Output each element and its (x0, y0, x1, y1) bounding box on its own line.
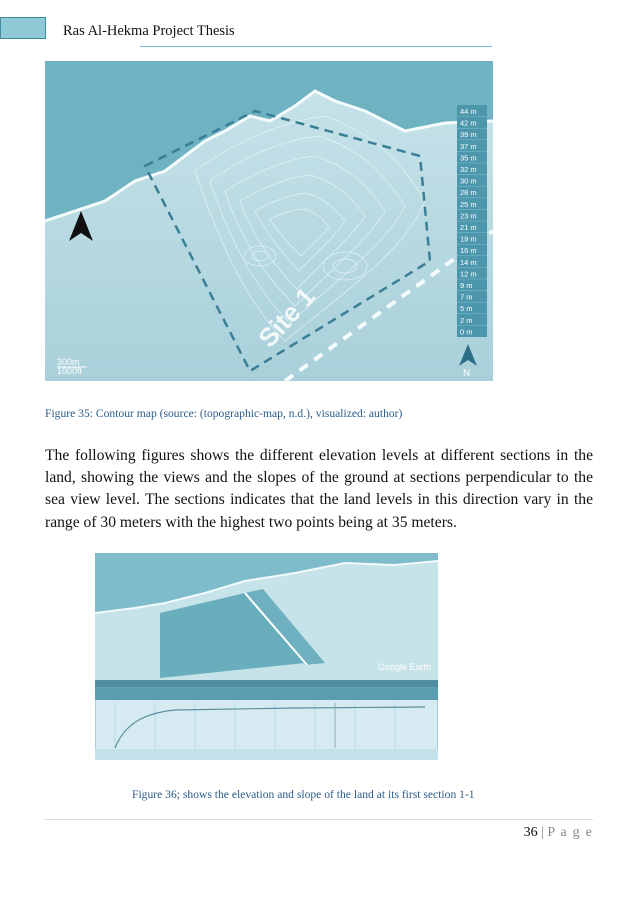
legend-label: 5 m (460, 304, 473, 314)
header-color-block (0, 17, 46, 39)
legend-label: 28 m (460, 188, 477, 198)
contour-map-figure (45, 61, 493, 381)
legend-label: 21 m (460, 223, 477, 232)
page-word: P a g e (547, 825, 593, 840)
legend-label: 44 m (460, 107, 477, 116)
footer-rule (45, 819, 593, 820)
legend-label: 16 m (460, 246, 477, 256)
site-label: Site 1 (252, 281, 321, 354)
header-rule (140, 46, 492, 47)
legend-label: 39 m (460, 130, 477, 140)
google-earth-watermark: Google Earth (378, 662, 432, 672)
legend-label: 9 m (460, 281, 473, 290)
legend-label: 0 m (460, 327, 473, 337)
section-elevation-figure (95, 553, 438, 760)
legend-label: 12 m (460, 269, 477, 279)
legend-label: 25 m (460, 199, 477, 209)
page-number: 36 (523, 825, 538, 840)
legend-label: 32 m (460, 165, 477, 174)
scale-feet: 1000ft (57, 366, 83, 376)
legend-label: 14 m (460, 257, 477, 267)
legend-label: 35 m (460, 153, 477, 163)
figure-35-caption: Figure 35: Contour map (source: (topographic-map, n.d.), visualized: author) (45, 407, 403, 420)
legend-label: 2 m (460, 315, 473, 325)
footer-separator: | (541, 825, 544, 840)
figure-36-caption: Figure 36; shows the elevation and slope of the land at its first section 1-1 (132, 788, 475, 801)
elevation-legend (457, 105, 487, 337)
legend-label: 37 m (460, 141, 477, 151)
scale-meters: 300m (57, 357, 80, 367)
legend-label: 19 m (460, 234, 477, 244)
north-letter: N (463, 368, 471, 379)
page-header-title: Ras Al-Hekma Project Thesis (63, 23, 235, 39)
legend-label: 42 m (460, 118, 477, 128)
legend-label: 23 m (460, 211, 477, 221)
legend-label: 30 m (460, 176, 477, 186)
legend-label: 7 m (460, 292, 473, 302)
page-footer (524, 825, 593, 841)
body-paragraph: The following figures shows the different elevation levels at different sections in the land, showing the views and the slopes of the ground at sections perpendicular to the sea view level. The sections indicates that the land levels in this direction vary in the range of 30 meters with the highest two points being at 35 meters. (45, 447, 593, 531)
